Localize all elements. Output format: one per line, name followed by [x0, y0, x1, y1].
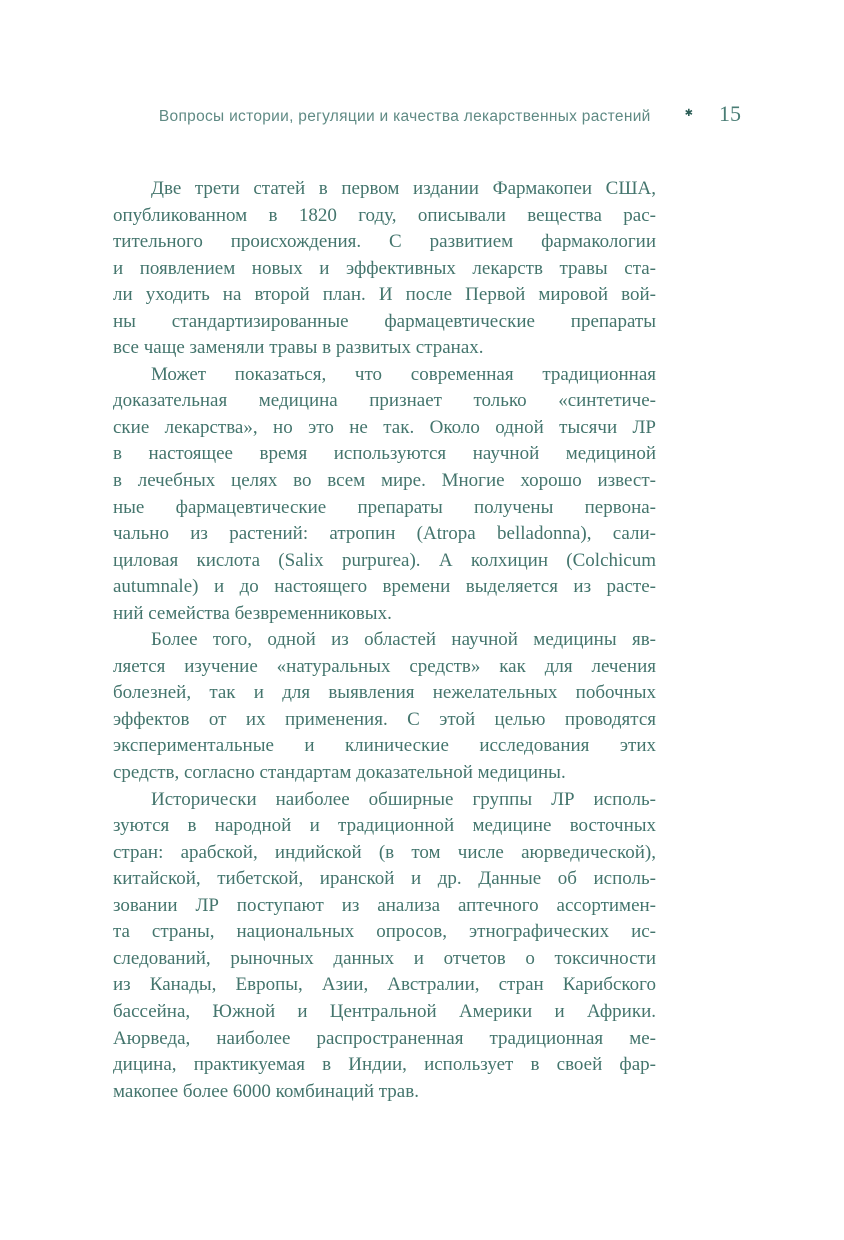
- text-line: ляется изучение «натуральных средств» как для лечения: [113, 655, 656, 677]
- running-head: [113, 101, 741, 127]
- text-line: autumnale) и до настоящего времени выделяется из расте-: [113, 576, 656, 598]
- text-line: ны стандартизированные фармацевтические препараты: [113, 310, 656, 332]
- paragraph: [113, 627, 656, 786]
- paragraph: [113, 176, 656, 362]
- text-block: [113, 176, 656, 1105]
- text-line: в настоящее время используются научной медициной: [113, 443, 656, 465]
- text-line: бассейна, Южной и Центральной Америки и Африки.: [113, 1000, 656, 1022]
- paragraph: [113, 362, 656, 627]
- paragraph: [113, 787, 656, 1106]
- text-line: та страны, национальных опросов, этнографических ис-: [113, 921, 656, 943]
- text-line: Более того, одной из областей научной медицины яв-: [151, 629, 656, 651]
- text-line: китайской, тибетской, иранской и др. Данные об исполь-: [113, 868, 656, 890]
- text-line: Аюрведа, наиболее распространенная традиционная ме-: [113, 1027, 656, 1049]
- text-line: Может показаться, что современная традиционная: [151, 363, 656, 385]
- text-line: следований, рыночных данных и отчетов о токсичности: [113, 947, 656, 969]
- text-line: ные фармацевтические препараты получены первона-: [113, 496, 656, 518]
- running-head-title: Вопросы истории, регуляции и качества лекарственных растений: [158, 108, 651, 125]
- text-line: в лечебных целях во всем мире. Многие хорошо извест-: [113, 470, 656, 492]
- text-line: зуются в народной и традиционной медицине восточных: [113, 815, 656, 837]
- text-line: циловая кислота (Salix purpurea). А колхицин (Colchicum: [113, 549, 656, 571]
- text-line: доказательная медицина признает только «синтетиче-: [113, 390, 656, 412]
- text-line: экспериментальные и клинические исследования этих: [113, 735, 656, 757]
- fleuron-ornament-icon: ✱: [684, 108, 693, 119]
- text-line: ли уходить на второй план. И после Первой мировой вой-: [113, 284, 656, 306]
- text-line: ний семейства безвременниковых.: [113, 602, 392, 624]
- text-line: эффектов от их применения. С этой целью проводятся: [113, 708, 656, 730]
- text-line: из Канады, Европы, Азии, Австралии, стран Карибского: [113, 974, 656, 996]
- text-line: чально из растений: атропин (Atropa belladonna), сали-: [113, 523, 656, 545]
- text-line: и появлением новых и эффективных лекарств травы ста-: [113, 257, 656, 279]
- text-line: средств, согласно стандартам доказательной медицины.: [113, 762, 566, 784]
- text-line: стран: арабской, индийской (в том числе аюрведической),: [113, 841, 656, 863]
- text-line: зовании ЛР поступают из анализа аптечного ассортимен-: [113, 894, 656, 916]
- text-line: макопее более 6000 комбинаций трав.: [113, 1080, 419, 1102]
- text-line: Исторически наиболее обширные группы ЛР исполь-: [151, 788, 656, 810]
- text-line: тительного происхождения. С развитием фармакологии: [113, 231, 656, 253]
- text-line: опубликованном в 1820 году, описывали вещества рас-: [113, 204, 656, 226]
- text-line: Две трети статей в первом издании Фармакопеи США,: [151, 178, 656, 199]
- page-number: 15: [719, 101, 741, 126]
- text-line: дицина, практикуемая в Индии, использует в своей фар-: [113, 1054, 656, 1076]
- text-line: все чаще заменяли травы в развитых странах.: [113, 337, 484, 359]
- text-line: болезней, так и для выявления нежелательных побочных: [113, 682, 656, 704]
- text-line: ские лекарства», но это не так. Около одной тысячи ЛР: [113, 416, 656, 438]
